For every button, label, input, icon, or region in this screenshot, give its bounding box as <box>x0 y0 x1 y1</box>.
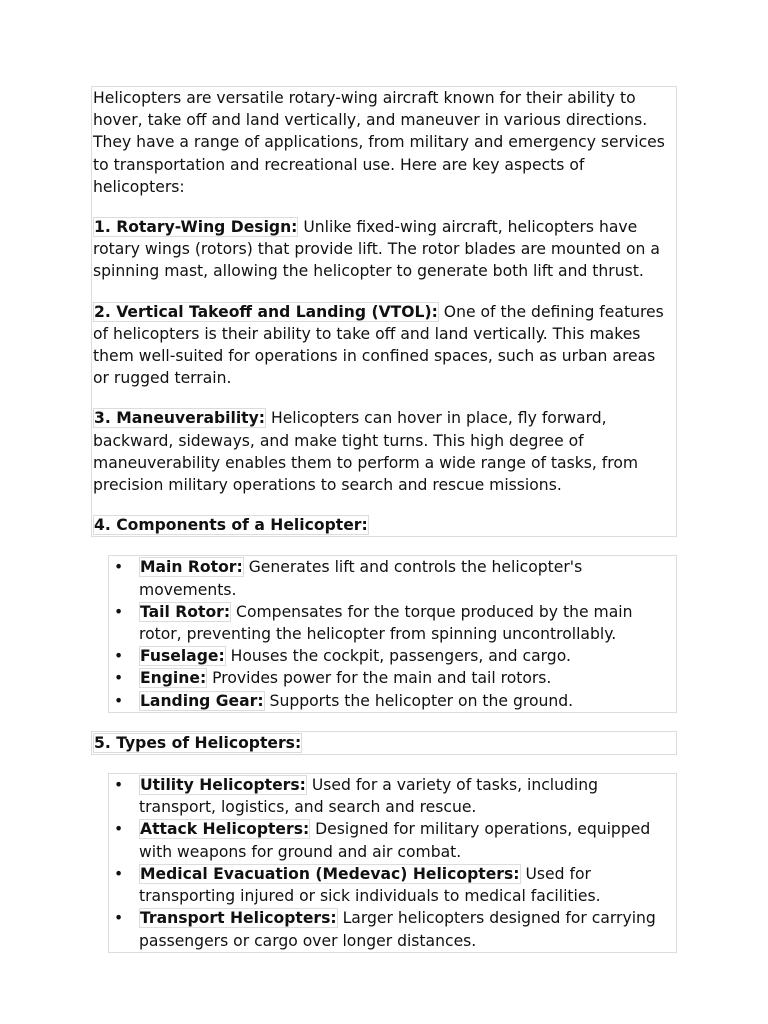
types-heading-block <box>91 731 677 755</box>
list-item-term: Tail Rotor: <box>140 602 231 621</box>
list-item <box>109 645 676 667</box>
section-heading: 1. Rotary-Wing Design: <box>94 218 298 237</box>
list-item <box>109 818 676 862</box>
list-item-term: Medical Evacuation (Medevac) Helicopters: <box>140 864 520 883</box>
section-rotary-wing <box>93 216 675 283</box>
list-item-term: Fuselage: <box>140 647 225 666</box>
list-item-desc: Compensates for the torque produced by the main rotor, preventing the helicopter from spinning uncontrollably. <box>139 602 633 644</box>
list-item-term: Landing Gear: <box>140 691 264 710</box>
types-list <box>108 773 677 953</box>
section-vtol <box>93 301 675 390</box>
list-item-desc: Designed for military operations, equipped with weapons for ground and air combat. <box>139 820 651 861</box>
list-item-desc: Larger helicopters designed for carrying passengers or cargo over longer distances. <box>139 909 656 950</box>
document <box>91 86 678 953</box>
list-item-term: Engine: <box>140 669 207 688</box>
section-body: One of the defining features of helicopters is their ability to take off and land vertically. This makes them well-suited for operations in confined spaces, such as urban areas or rugged terrain. <box>93 302 664 388</box>
section-heading: 5. Types of Helicopters: <box>94 733 302 752</box>
components-list <box>108 555 677 712</box>
section-heading: 3. Maneuverability: <box>94 409 266 428</box>
section-components-heading <box>93 514 675 536</box>
list-item-desc: Supports the helicopter on the ground. <box>264 691 574 710</box>
intro-paragraph <box>93 87 675 198</box>
list-item-term: Main Rotor: <box>140 558 243 577</box>
section-heading: 4. Components of a Helicopter: <box>94 516 368 535</box>
list-item <box>109 907 676 951</box>
list-item <box>109 556 676 600</box>
list-item <box>109 667 676 689</box>
section-heading: 2. Vertical Takeoff and Landing (VTOL): <box>94 302 438 321</box>
list-item <box>109 601 676 645</box>
list-item-desc: Generates lift and controls the helicopter's movements. <box>139 558 583 599</box>
list-item-desc: Used for transporting injured or sick individuals to medical facilities. <box>139 864 601 906</box>
list-item-desc: Houses the cockpit, passengers, and cargo. <box>225 647 571 666</box>
list-item-term: Utility Helicopters: <box>140 776 306 795</box>
section-body: Unlike fixed-wing aircraft, helicopters have rotary wings (rotors) that provide lift. The rotor blades are mounted on a spinning mast, allowing the helicopter to generate both lift and thrust. <box>93 218 660 281</box>
section-maneuverability <box>93 407 675 496</box>
section-body: Helicopters can hover in place, fly forward, backward, sideways, and make tight turns. This high degree of maneuverability enables them to perform a wide range of tasks, from precision military operations to search and rescue missions. <box>93 409 639 495</box>
list-item <box>109 774 676 818</box>
intro-text: Helicopters are versatile rotary-wing aircraft known for their ability to hover, take off and land vertically, and maneuver in various directions. They have a range of applications, from military and emergency services to transportation and recreational use. Here are key aspects of helicopters: <box>93 89 665 196</box>
list-item-term: Attack Helicopters: <box>140 820 310 839</box>
list-item <box>109 690 676 712</box>
list-item <box>109 863 676 907</box>
list-item-desc: Provides power for the main and tail rotors. <box>207 669 552 688</box>
list-item-desc: Used for a variety of tasks, including transport, logistics, and search and rescue. <box>139 776 599 817</box>
main-text-block <box>91 86 677 537</box>
list-item-term: Transport Helicopters: <box>140 909 337 928</box>
